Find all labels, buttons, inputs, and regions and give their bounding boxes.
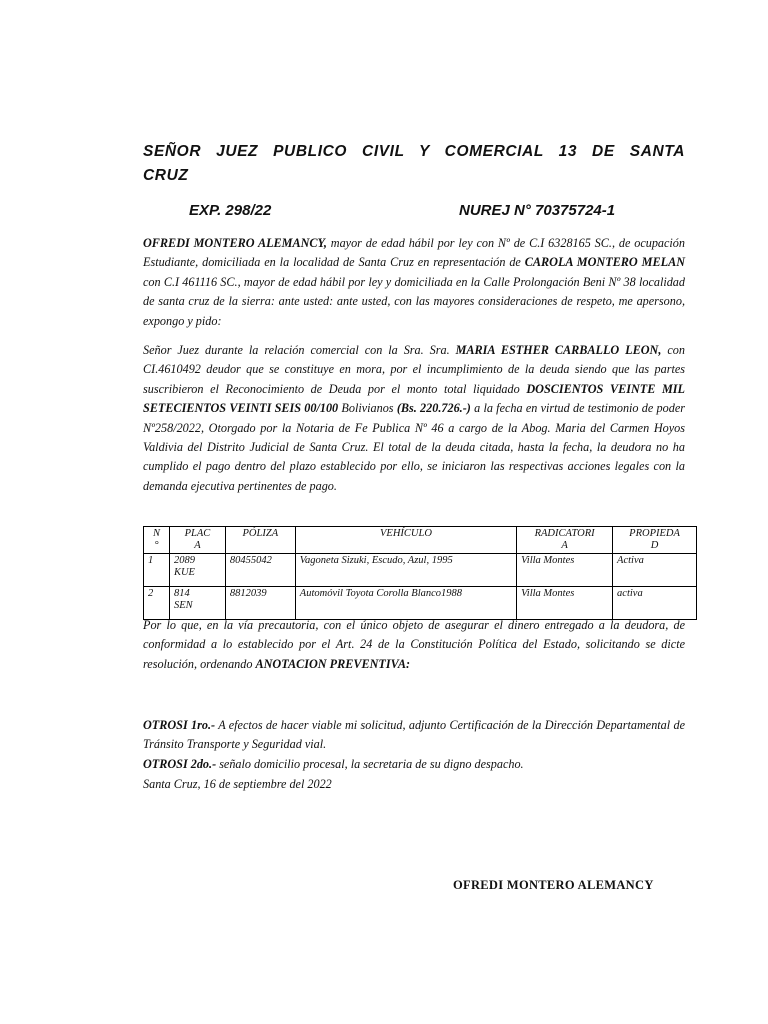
request-bold: ANOTACION PREVENTIVA:	[255, 656, 411, 671]
applicant-name: OFREDI MONTERO ALEMANCY,	[143, 236, 327, 250]
cell-policy: 80455042	[225, 554, 295, 587]
intro-text-2: con C.I 461116 SC., mayor de edad hábil por ley y domiciliada en la Calle Prolongación Beni Nº 38 localidad de santa cruz de la sierra: ante usted: ante usted, con las mayores consideraciones de respeto, me apersono, expongo y pido:	[143, 274, 685, 328]
header-plate: PLAC A	[169, 527, 225, 554]
cell-plate: 2089 KUE	[169, 554, 225, 587]
cell-ownership: activa	[613, 587, 697, 620]
cell-number: 2	[144, 587, 170, 620]
debt-amount-words: DOSCIENTOS VEINTE MIL SETECIENTOS VEINTI SEIS 00/100	[143, 381, 685, 416]
otrosi-1-text: A efectos de hacer viable mi solicitud, adjunto Certificación de la Dirección Departamental de Tránsito Transporte y Seguridad vial.	[143, 718, 685, 752]
otrosi-1-label: OTROSI 1ro.-	[143, 718, 216, 732]
cell-location: Villa Montes	[517, 587, 613, 620]
nurej-number: NUREJ N° 70375724-1	[459, 202, 616, 219]
debt-text-3: Bolivianos	[338, 401, 397, 416]
cell-plate: 814 SEN	[169, 587, 225, 620]
cell-vehicle: Automóvil Toyota Corolla Blanco1988	[295, 587, 516, 620]
debt-amount-number: (Bs. 220.726.-)	[396, 401, 471, 416]
represented-name: CAROLA MONTERO MELAN	[524, 255, 686, 270]
debt-text-1: Señor Juez durante la relación comercial con la Sra. Sra.	[143, 343, 456, 357]
header-vehicle: VEHÍCULO	[295, 527, 516, 554]
intro-paragraph	[143, 234, 685, 331]
table-row	[144, 554, 697, 587]
document-date: Santa Cruz, 16 de septiembre del 2022	[143, 777, 332, 791]
document-heading: SEÑOR JUEZ PUBLICO CIVIL Y COMERCIAL 13 DE SANTA CRUZ	[143, 143, 685, 184]
otrosi-1	[143, 716, 685, 755]
debt-text-2: con CI.4610492 deudor que se constituye en mora, por el incumplimiento de la deuda siendo que las partes suscribieron el Reconocimiento de Deuda por el monto total liquidado	[143, 343, 685, 396]
expediente-number: EXP. 298/22	[189, 202, 272, 219]
otrosi-2	[143, 755, 685, 774]
cell-policy: 8812039	[225, 587, 295, 620]
debtor-name: MARIA ESTHER CARBALLO LEON,	[455, 343, 662, 357]
request-paragraph	[143, 616, 685, 674]
cell-ownership: Activa	[613, 554, 697, 587]
table-header-row	[144, 527, 697, 554]
otrosi-2-label: OTROSI 2do.-	[143, 757, 217, 771]
request-text: Por lo que, en la vía precautoria, con el único objeto de asegurar el dinero entregado a la deudora, de conformidad a lo establecido por el Art. 24 de la Constitución Política del Estado, solicitando se dicte resolución, ordenando	[143, 618, 685, 671]
debt-paragraph	[143, 341, 685, 496]
cell-number: 1	[144, 554, 170, 587]
header-policy: PÓLIZA	[225, 527, 295, 554]
vehicle-table	[143, 526, 697, 620]
debt-text-4: a la fecha en virtud de testimonio de poder Nº258/2022, Otorgado por la Notaria de Fe Publica Nº 46 a cargo de la Abog. Maria del Carmen Hoyos Valdivia del Distrito Judicial de Santa Cruz. El total de la deuda citada, hasta la fecha, la deudora no ha cumplido el pago dentro del plazo establecido por ello, se iniciaron las respectivas acciones legales con la demanda ejecutiva pertinentes de pago.	[143, 401, 685, 493]
intro-text-1: mayor de edad hábil por ley con Nº de C.I 6328165 SC., de ocupación Estudiante, domiciliada en la localidad de Santa Cruz en representación de	[143, 236, 685, 270]
table-row	[144, 587, 697, 620]
otrosi-2-text: señalo domicilio procesal, la secretaria de su digno despacho.	[216, 757, 524, 771]
header-number: N °	[144, 527, 170, 554]
header-ownership: PROPIEDA D	[613, 527, 697, 554]
header-location: RADICATORI A	[517, 527, 613, 554]
signature-name: OFREDI MONTERO ALEMANCY	[453, 878, 654, 892]
cell-location: Villa Montes	[517, 554, 613, 587]
cell-vehicle: Vagoneta Sizuki, Escudo, Azul, 1995	[295, 554, 516, 587]
